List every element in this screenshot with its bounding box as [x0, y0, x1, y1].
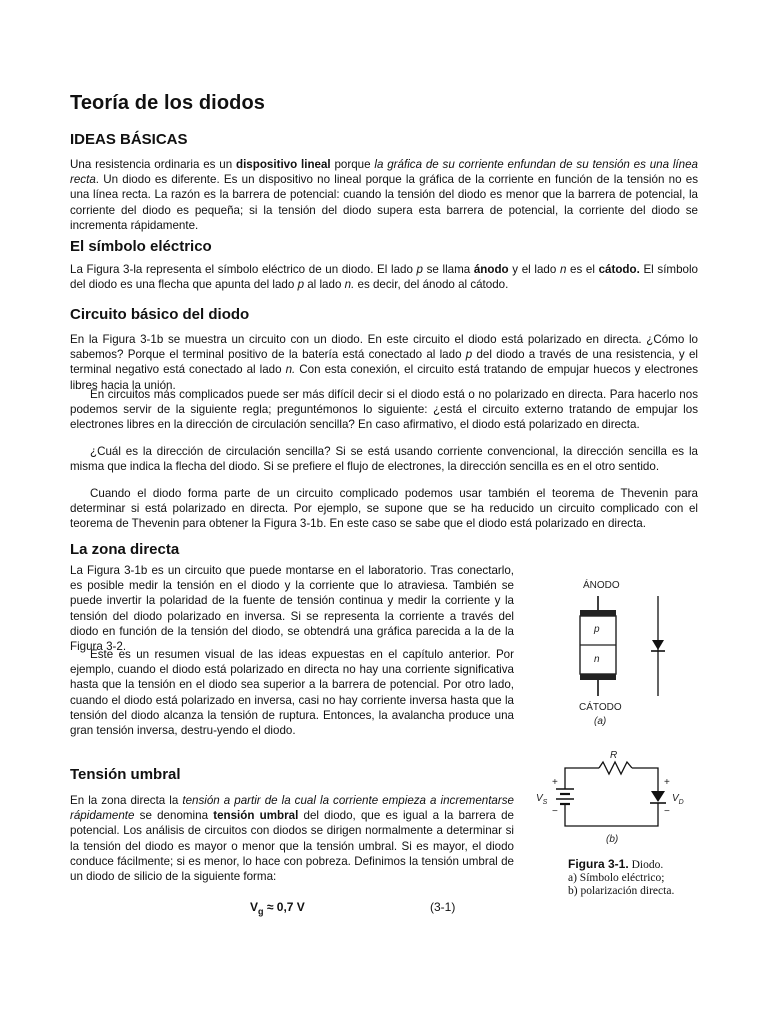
paragraph-circuito-4: Cuando el diodo forma parte de un circuito complicado podemos usar también el teorema de Thevenin para determinar si está polarizado en directa. Por ejemplo, se supone que se ha reducido un circuito complicado con el teorema de Thevenin para obtener la Figura 3-1b. En este caso se sabe que el diodo está polarizado en directa.	[70, 487, 698, 531]
anode-contact	[580, 610, 616, 616]
p-region-label: p	[594, 624, 600, 635]
n-region-label: n	[594, 654, 600, 665]
heading-circuito: Circuito básico del diodo	[70, 306, 250, 323]
circuit-wire-top-right	[632, 768, 658, 791]
figure-caption	[568, 858, 708, 898]
caption-title: Diodo.	[628, 859, 664, 871]
paragraph-simbolo: La Figura 3-la representa el símbolo eléctrico de un diodo. El lado p se llama ánodo y el lado n es el cátodo. El símbolo del diodo es una flecha que apunta del lado p al lado n. es decir, del ánodo al cátodo.	[70, 263, 698, 292]
circuit-wire-bottom	[565, 803, 658, 826]
figure-part-a-label: (a)	[594, 716, 607, 727]
paragraph-circuito-2: En circuitos más complicados puede ser más difícil decir si el diodo está o no polarizado en directa. Para hacerlo nos podemos servir de la siguiente regla; preguntémonos lo siguiente: ¿está el circuito externo tratando de empujar los electrones libres en la dirección de circulación sencilla? En caso afirmativo, el diodo está polarizado en directa.	[70, 388, 698, 432]
cathode-contact	[580, 674, 616, 680]
anode-label: ÁNODO	[583, 580, 620, 591]
paragraph-circuito-1: En la Figura 3-1b se muestra un circuito con un diodo. En este circuito el diodo está polarizado en directa. ¿Cómo lo sabemos? Porque el terminal positivo de la batería está conectado al lado p del diodo a través de una resistencia, y el terminal negativo está conectado al lado n. Con esta conexión, el circuito está tratando de empujar huecos y electrones libres hacia la unión.	[70, 333, 699, 392]
heading-ideas-basicas: IDEAS BÁSICAS	[70, 131, 188, 148]
battery-plus-sign: +	[552, 777, 558, 788]
caption-number: Figura 3-1.	[568, 857, 629, 871]
page-title: Teoría de los diodos	[70, 92, 265, 114]
resistor-label: R	[610, 750, 618, 761]
circuit-wire-top-left	[565, 768, 599, 789]
caption-part-b: b) polarización directa.	[568, 885, 675, 897]
figure-part-b-label: (b)	[606, 834, 619, 845]
heading-tension-umbral: Tensión umbral	[70, 766, 181, 783]
figure-3-1	[524, 572, 694, 912]
paragraph-circuito-3: ¿Cuál es la dirección de circulación sencilla? Si se está usando corriente convencional, la dirección sencilla es la misma que indica la flecha del diodo. Si se prefiere el flujo de electrones, la dirección sencilla es en el otro sentido.	[70, 445, 698, 474]
paragraph-umbral: En la zona directa la tensión a partir de la cual la corriente empieza a incrementarse rápidamente se denomina tensión umbral del diodo, que es igual a la barrera de potencial. Los análisis de circuitos con diodos se dirigen normalmente a determinar si la tensión del diodo es mayor o menor que la tensión umbral. Si es mayor, el diodo conduce fácilmente; si es menor, lo hace con pobreza. Definimos la tensión umbral de un diodo de silicio de la siguiente forma:	[70, 794, 514, 884]
diode-voltage-label: $V_D$	[672, 793, 684, 806]
diode-plus-sign: +	[664, 777, 670, 788]
paragraph-ideas: Una resistencia ordinaria es un dispositivo lineal porque la gráfica de su corriente enfundan de su tensión es una línea recta. Un diodo es diferente. Es un dispositivo no lineal porque la gráfica de la corriente en función de la tensión no es una línea recta. La razón es la barrera de potencial: cuando la tensión del diodo es menor que la barrera de potencial, la corriente del diodo es pequeña; si la tensión del diodo supera esta barrera de potencial, la corriente del diodo se incrementa rápidamente.	[70, 158, 698, 232]
diode-minus-sign: −	[664, 806, 670, 817]
resistor-icon	[599, 762, 632, 774]
source-voltage-label: $V_S$	[536, 793, 548, 806]
circuit-diode-icon	[651, 791, 665, 802]
equation-number: (3-1)	[430, 900, 456, 914]
paragraph-zona-1: La Figura 3-1b es un circuito que puede montarse en el laboratorio. Tras conectarlo, es posible medir la tensión en el diodo y la corriente que lo atraviesa. También se puede invertir la polaridad de la fuente de tensión continua y medir la corriente y la tensión del diodo polarizado en inversa. Si se representa la corriente a través del diodo en función de la tensión del diodo, se obtendrá una gráfica parecida a la de la Figura 3-2.	[70, 564, 514, 654]
paragraph-zona-2: Este es un resumen visual de las ideas expuestas en el capítulo anterior. Por ejemplo, cuando el diodo está polarizado en directa no hay una corriente significativa hasta que la tensión en el diodo sea superior a la barrera de potencial. Por otro lado, cuando el diodo está polarizado en inversa, casi no hay corriente inversa hasta que la tensión del diodo alcanza la tensión de ruptura. Entonces, la avalancha produce una gran tensión inversa, destru-yendo el diodo.	[70, 648, 514, 738]
heading-zona-directa: La zona directa	[70, 541, 180, 558]
diode-arrow-icon	[652, 640, 664, 650]
caption-part-a: a) Símbolo eléctrico;	[568, 872, 665, 884]
cathode-label: CÁTODO	[579, 702, 622, 713]
equation-threshold: $V_g \approx 0,7$ V	[250, 900, 305, 917]
heading-simbolo: El símbolo eléctrico	[70, 238, 212, 255]
battery-minus-sign: −	[552, 806, 558, 817]
